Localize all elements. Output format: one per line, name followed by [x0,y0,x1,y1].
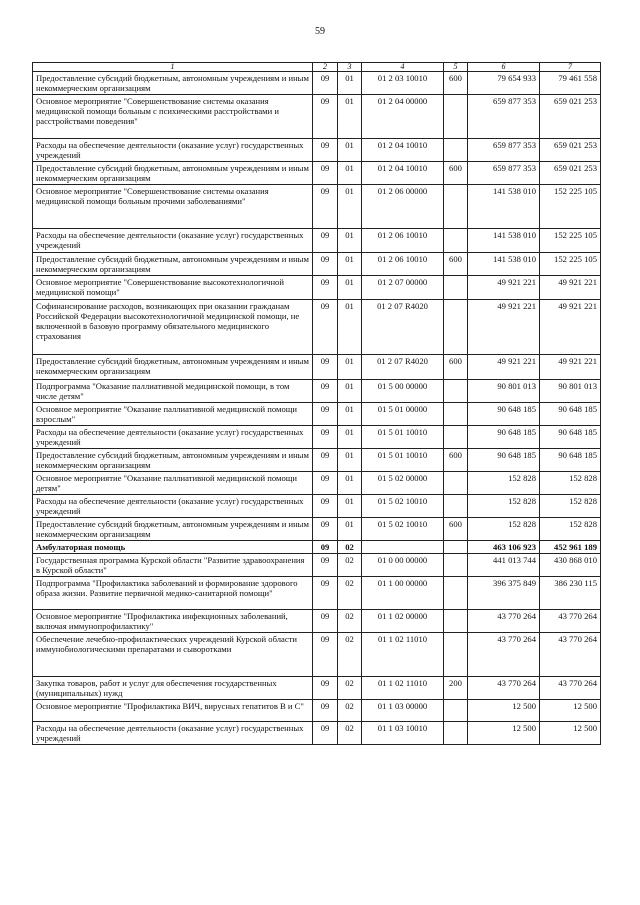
column-number-row [33,63,601,72]
budget-table [32,62,601,745]
row-c4-cell: 01 5 01 10010 [362,449,444,472]
row-c2-cell: 09 [313,185,338,229]
row-c4-cell: 01 1 02 00000 [362,610,444,633]
row-c7-cell: 152 225 105 [540,229,601,253]
row-c3-cell: 01 [338,472,362,495]
row-c2-cell: 09 [313,610,338,633]
row-c4-cell [362,541,444,554]
row-name-cell: Амбулаторная помощь [33,541,313,554]
row-c5-cell [444,276,468,300]
row-c6-cell: 152 828 [468,518,540,541]
table-row [33,139,601,162]
row-c3-cell: 02 [338,554,362,577]
row-c6-cell: 141 538 010 [468,185,540,229]
table-row [33,610,601,633]
row-c3-cell: 01 [338,139,362,162]
table-row [33,426,601,449]
row-c7-cell: 430 868 010 [540,554,601,577]
row-c7-cell: 49 921 221 [540,300,601,355]
table-row [33,300,601,355]
row-c4-cell: 01 2 06 00000 [362,185,444,229]
row-name-cell: Предоставление субсидий бюджетным, автономным учреждениям и иным некоммерческим организациям [33,72,313,95]
row-c7-cell: 49 921 221 [540,276,601,300]
row-c5-cell: 600 [444,449,468,472]
row-name-cell: Государственная программа Курской области "Развитие здравоохранения в Курской области" [33,554,313,577]
row-c7-cell: 43 770 264 [540,610,601,633]
row-c5-cell [444,610,468,633]
row-c7-cell: 90 648 185 [540,426,601,449]
row-c5-cell [444,380,468,403]
row-name-cell: Расходы на обеспечение деятельности (оказание услуг) государственных учреждений [33,229,313,253]
row-c6-cell: 49 921 221 [468,355,540,380]
row-name-cell: Основное мероприятие "Совершенствование высокотехнологичной медицинской помощи" [33,276,313,300]
row-c7-cell: 659 021 253 [540,162,601,185]
row-c7-cell: 12 500 [540,722,601,745]
row-c3-cell: 01 [338,426,362,449]
row-c4-cell: 01 5 02 10010 [362,495,444,518]
table-row [33,541,601,554]
row-c4-cell: 01 1 00 00000 [362,577,444,610]
row-c6-cell: 49 921 221 [468,300,540,355]
row-c6-cell: 659 877 353 [468,139,540,162]
row-c3-cell: 01 [338,449,362,472]
row-c5-cell: 200 [444,677,468,700]
row-c7-cell: 386 230 115 [540,577,601,610]
row-c4-cell: 01 5 02 00000 [362,472,444,495]
row-c5-cell [444,472,468,495]
column-header-5: 5 [444,63,468,72]
row-c5-cell [444,403,468,426]
row-c6-cell: 12 500 [468,700,540,722]
row-c4-cell: 01 2 07 R4020 [362,355,444,380]
row-c2-cell: 09 [313,229,338,253]
row-c7-cell: 43 770 264 [540,677,601,700]
row-c6-cell: 463 106 923 [468,541,540,554]
row-c2-cell: 09 [313,139,338,162]
row-c4-cell: 01 2 07 R4020 [362,300,444,355]
row-c6-cell: 152 828 [468,472,540,495]
row-c4-cell: 01 1 03 00000 [362,700,444,722]
table-row [33,495,601,518]
row-c5-cell [444,300,468,355]
table-row [33,380,601,403]
row-c2-cell: 09 [313,577,338,610]
row-c7-cell: 90 648 185 [540,403,601,426]
row-c7-cell: 152 828 [540,518,601,541]
row-c7-cell: 152 828 [540,495,601,518]
row-c3-cell: 02 [338,722,362,745]
table-row [33,677,601,700]
table-row [33,276,601,300]
row-name-cell: Предоставление субсидий бюджетным, автономным учреждениям и иным некоммерческим организациям [33,162,313,185]
row-c2-cell: 09 [313,380,338,403]
row-c3-cell: 01 [338,72,362,95]
table-row [33,95,601,139]
row-name-cell: Основное мероприятие "Совершенствование системы оказания медицинской помощи больным с психическими расстройствами и расстройствами поведения" [33,95,313,139]
row-c2-cell: 09 [313,541,338,554]
row-c3-cell: 01 [338,495,362,518]
row-c3-cell: 01 [338,380,362,403]
table-row [33,700,601,722]
row-c5-cell [444,95,468,139]
row-c4-cell: 01 2 04 10010 [362,162,444,185]
row-c4-cell: 01 5 01 10010 [362,426,444,449]
row-name-cell: Предоставление субсидий бюджетным, автономным учреждениям и иным некоммерческим организациям [33,253,313,276]
table-row [33,185,601,229]
row-c3-cell: 01 [338,185,362,229]
row-c6-cell: 90 648 185 [468,449,540,472]
row-c7-cell: 43 770 264 [540,633,601,677]
row-c2-cell: 09 [313,72,338,95]
table-row [33,518,601,541]
column-header-6: 6 [468,63,540,72]
table-row [33,449,601,472]
row-c2-cell: 09 [313,495,338,518]
row-c2-cell: 09 [313,355,338,380]
row-c3-cell: 01 [338,253,362,276]
row-c6-cell: 396 375 849 [468,577,540,610]
row-c2-cell: 09 [313,162,338,185]
row-c3-cell: 02 [338,633,362,677]
row-c7-cell: 659 021 253 [540,95,601,139]
row-c4-cell: 01 2 04 10010 [362,139,444,162]
row-c2-cell: 09 [313,700,338,722]
row-name-cell: Основное мероприятие "Оказание паллиативной медицинской помощи взрослым" [33,403,313,426]
row-name-cell: Основное мероприятие "Профилактика ВИЧ, вирусных гепатитов В и С" [33,700,313,722]
row-name-cell: Предоставление субсидий бюджетным, автономным учреждениям и иным некоммерческим организациям [33,355,313,380]
row-c7-cell: 152 828 [540,472,601,495]
row-c3-cell: 01 [338,355,362,380]
page-number: 59 [315,26,325,37]
row-c3-cell: 01 [338,276,362,300]
row-c6-cell: 90 801 013 [468,380,540,403]
row-c5-cell [444,185,468,229]
row-c2-cell: 09 [313,472,338,495]
row-name-cell: Подпрограмма "Оказание паллиативной медицинской помощи, в том числе детям" [33,380,313,403]
row-c5-cell [444,700,468,722]
table-row [33,403,601,426]
row-c7-cell: 659 021 253 [540,139,601,162]
row-c7-cell: 152 225 105 [540,185,601,229]
row-c4-cell: 01 5 01 00000 [362,403,444,426]
row-c6-cell: 12 500 [468,722,540,745]
row-c3-cell: 01 [338,229,362,253]
row-c6-cell: 79 654 933 [468,72,540,95]
row-c4-cell: 01 5 00 00000 [362,380,444,403]
table-row [33,253,601,276]
row-c6-cell: 152 828 [468,495,540,518]
table-row [33,633,601,677]
table-row [33,577,601,610]
row-name-cell: Расходы на обеспечение деятельности (оказание услуг) государственных учреждений [33,495,313,518]
row-c4-cell: 01 1 02 11010 [362,677,444,700]
row-c5-cell [444,139,468,162]
row-c6-cell: 141 538 010 [468,253,540,276]
row-name-cell: Предоставление субсидий бюджетным, автономным учреждениям и иным некоммерческим организациям [33,518,313,541]
row-c4-cell: 01 2 03 10010 [362,72,444,95]
row-c2-cell: 09 [313,554,338,577]
row-c4-cell: 01 1 03 10010 [362,722,444,745]
row-c7-cell: 452 961 189 [540,541,601,554]
row-c2-cell: 09 [313,276,338,300]
row-c6-cell: 90 648 185 [468,403,540,426]
row-name-cell: Основное мероприятие "Профилактика инфекционных заболеваний, включая иммунопрофилактику" [33,610,313,633]
table-row [33,229,601,253]
table-row [33,472,601,495]
row-c3-cell: 02 [338,577,362,610]
row-c2-cell: 09 [313,253,338,276]
row-c2-cell: 09 [313,518,338,541]
row-c5-cell [444,554,468,577]
row-c4-cell: 01 1 02 11010 [362,633,444,677]
row-c3-cell: 01 [338,162,362,185]
column-header-3: 3 [338,63,362,72]
row-c7-cell: 79 461 558 [540,72,601,95]
row-c4-cell: 01 2 06 10010 [362,253,444,276]
row-c7-cell: 12 500 [540,700,601,722]
row-c4-cell: 01 2 04 00000 [362,95,444,139]
row-c5-cell: 600 [444,253,468,276]
row-c2-cell: 09 [313,403,338,426]
table-body [33,72,601,745]
row-name-cell: Закупка товаров, работ и услуг для обеспечения государственных (муниципальных) нужд [33,677,313,700]
table-row [33,554,601,577]
row-name-cell: Расходы на обеспечение деятельности (оказание услуг) государственных учреждений [33,722,313,745]
row-c5-cell: 600 [444,162,468,185]
column-header-4: 4 [362,63,444,72]
row-c3-cell: 02 [338,610,362,633]
row-c6-cell: 49 921 221 [468,276,540,300]
row-c3-cell: 02 [338,700,362,722]
row-c6-cell: 43 770 264 [468,610,540,633]
row-c5-cell [444,426,468,449]
column-header-7: 7 [540,63,601,72]
row-name-cell: Подпрограмма "Профилактика заболеваний и формирование здорового образа жизни. Развитие первичной медико-санитарной помощи" [33,577,313,610]
row-c7-cell: 90 801 013 [540,380,601,403]
table-row [33,355,601,380]
column-header-2: 2 [313,63,338,72]
row-c4-cell: 01 2 07 00000 [362,276,444,300]
table-row [33,162,601,185]
row-c4-cell: 01 5 02 10010 [362,518,444,541]
row-c3-cell: 01 [338,403,362,426]
row-c2-cell: 09 [313,722,338,745]
row-c2-cell: 09 [313,300,338,355]
row-c3-cell: 01 [338,300,362,355]
row-name-cell: Основное мероприятие "Совершенствование системы оказания медицинской помощи больным прочими заболеваниями" [33,185,313,229]
row-c2-cell: 09 [313,449,338,472]
row-c2-cell: 09 [313,633,338,677]
row-c5-cell [444,541,468,554]
row-c4-cell: 01 0 00 00000 [362,554,444,577]
row-c6-cell: 90 648 185 [468,426,540,449]
row-c4-cell: 01 2 06 10010 [362,229,444,253]
row-name-cell: Расходы на обеспечение деятельности (оказание услуг) государственных учреждений [33,426,313,449]
row-c2-cell: 09 [313,95,338,139]
row-c5-cell [444,633,468,677]
row-c6-cell: 659 877 353 [468,162,540,185]
row-name-cell: Расходы на обеспечение деятельности (оказание услуг) государственных учреждений [33,139,313,162]
row-name-cell: Софинансирование расходов, возникающих при оказании гражданам Российской Федерации высокотехнологичной медицинской помощи, не включенной в базовую программу обязательного медицинского страхования [33,300,313,355]
row-c3-cell: 01 [338,518,362,541]
row-c5-cell: 600 [444,518,468,541]
row-name-cell: Основное мероприятие "Оказание паллиативной медицинской помощи детям" [33,472,313,495]
row-c2-cell: 09 [313,677,338,700]
row-c6-cell: 43 770 264 [468,677,540,700]
row-name-cell: Обеспечение лечебно-профилактических учреждений Курской области иммунобиологическими препаратами и сыворотками [33,633,313,677]
row-c3-cell: 02 [338,677,362,700]
row-c6-cell: 141 538 010 [468,229,540,253]
row-name-cell: Предоставление субсидий бюджетным, автономным учреждениям и иным некоммерческим организациям [33,449,313,472]
table-row [33,72,601,95]
row-c6-cell: 43 770 264 [468,633,540,677]
row-c2-cell: 09 [313,426,338,449]
row-c5-cell: 600 [444,72,468,95]
row-c5-cell [444,577,468,610]
row-c3-cell: 02 [338,541,362,554]
row-c5-cell: 600 [444,355,468,380]
table-row [33,722,601,745]
row-c5-cell [444,229,468,253]
row-c6-cell: 659 877 353 [468,95,540,139]
row-c7-cell: 90 648 185 [540,449,601,472]
column-header-1: 1 [33,63,313,72]
row-c5-cell [444,495,468,518]
row-c6-cell: 441 013 744 [468,554,540,577]
row-c7-cell: 152 225 105 [540,253,601,276]
row-c5-cell [444,722,468,745]
row-c7-cell: 49 921 221 [540,355,601,380]
row-c3-cell: 01 [338,95,362,139]
